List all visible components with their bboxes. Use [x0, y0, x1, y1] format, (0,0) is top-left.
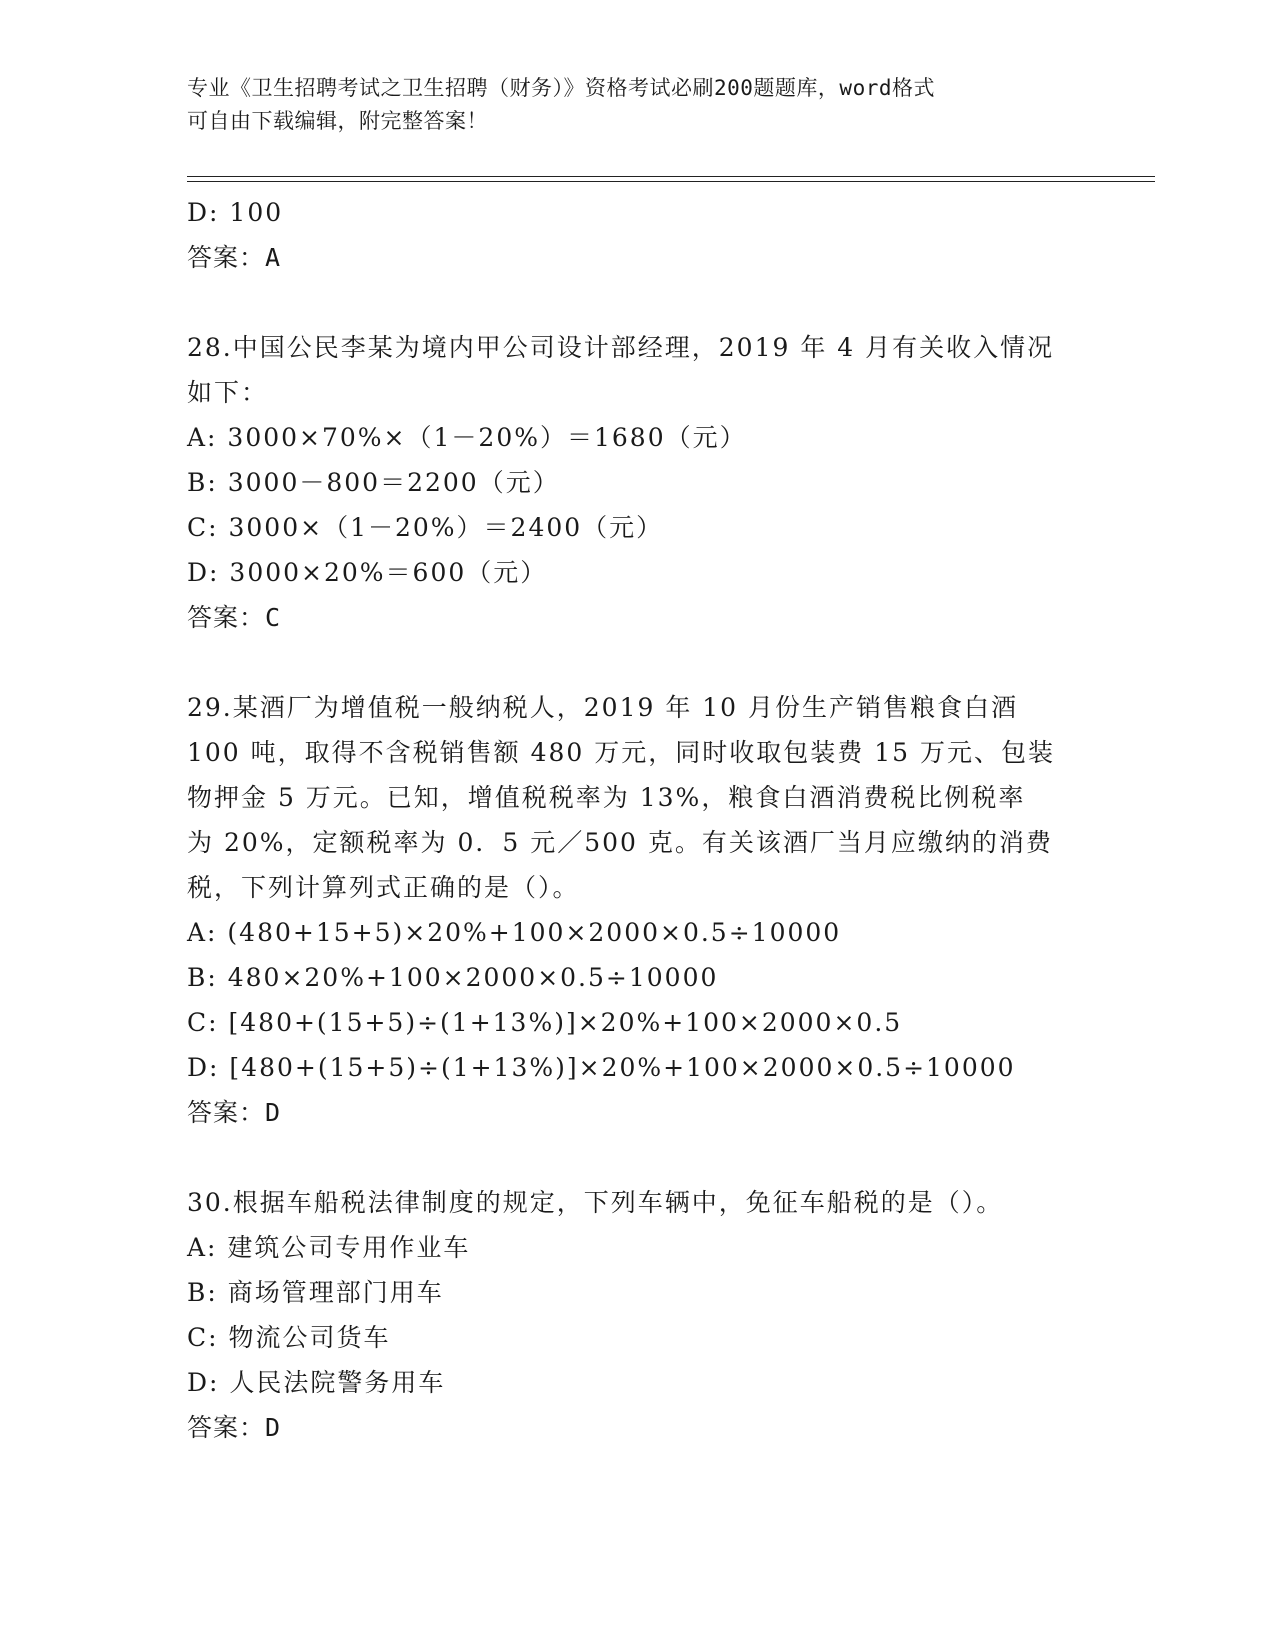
question-28 [187, 325, 1087, 640]
question-27-tail [187, 190, 1087, 280]
option-b: B: 480×20%+100×2000×0.5÷10000 [187, 963, 719, 992]
option-a: A: 3000×70%×（1－20%）＝1680（元） [187, 423, 747, 452]
option-b: B: 商场管理部门用车 [187, 1278, 444, 1307]
header-divider-top [187, 176, 1155, 177]
option-a: A: (480+15+5)×20%+100×2000×0.5÷10000 [187, 918, 842, 947]
document-header [187, 72, 1087, 138]
option-a: A: 建筑公司专用作业车 [187, 1233, 471, 1262]
option-b: B: 3000－800＝2200（元） [187, 468, 560, 497]
question-29 [187, 685, 1087, 1135]
option-c: C: [480+(15+5)÷(1+13%)]×20%+100×2000×0.5 [187, 1008, 903, 1037]
option-c: C: 物流公司货车 [187, 1323, 391, 1352]
spacer [187, 1135, 1087, 1180]
question-stem: 30.根据车船税法律制度的规定，下列车辆中，免征车船税的是（）。 [187, 1188, 1004, 1217]
option-d: D: 人民法院警务用车 [187, 1368, 446, 1397]
answer-line: 答案：C [187, 603, 282, 632]
option-d: D: 3000×20%＝600（元） [187, 558, 548, 587]
question-list [187, 190, 1087, 1450]
question-stem: 为 20%，定额税率为 0．5 元／500 克。有关该酒厂当月应缴纳的消费 [187, 828, 1053, 857]
option-d: D: 100 [187, 198, 284, 227]
spacer [187, 280, 1087, 325]
option-c: C: 3000×（1－20%）＝2400（元） [187, 513, 664, 542]
question-stem: 29.某酒厂为增值税一般纳税人，2019 年 10 月份生产销售粮食白酒 [187, 693, 1019, 722]
question-stem: 28.中国公民李某为境内甲公司设计部经理，2019 年 4 月有关收入情况 [187, 333, 1055, 362]
question-stem: 税，下列计算列式正确的是（）。 [187, 873, 580, 902]
option-d: D: [480+(15+5)÷(1+13%)]×20%+100×2000×0.5÷10000 [187, 1053, 1016, 1082]
spacer [187, 640, 1087, 685]
answer-line: 答案：D [187, 1413, 282, 1442]
answer-line: 答案：A [187, 243, 282, 272]
question-stem: 如下： [187, 378, 269, 407]
header-title-line-2: 可自由下载编辑，附完整答案！ [187, 109, 488, 133]
header-divider-bottom [187, 181, 1155, 182]
question-stem: 物押金 5 万元。已知，增值税税率为 13%，粮食白酒消费税比例税率 [187, 783, 1026, 812]
answer-line: 答案：D [187, 1098, 282, 1127]
header-title-line-1: 专业《卫生招聘考试之卫生招聘（财务）》资格考试必刷200题题库，word格式 [187, 76, 935, 100]
question-30 [187, 1180, 1087, 1450]
question-stem: 100 吨，取得不含税销售额 480 万元，同时收取包装费 15 万元、包装 [187, 738, 1055, 767]
